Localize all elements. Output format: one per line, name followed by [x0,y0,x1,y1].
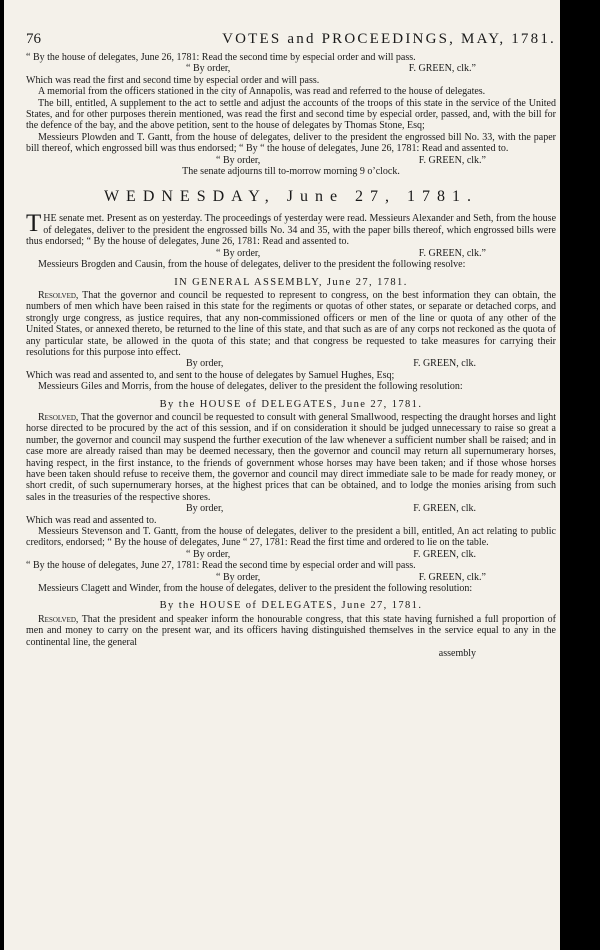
by-order: “ By order, [186,548,231,560]
page-content [26,24,556,660]
adjournment-note: The senate adjourns till to-morrow morning 9 o’clock. [182,166,400,178]
by-order: “ By order, [186,63,231,75]
clerk-name: F. GREEN, clk.” [408,63,476,75]
drop-cap: T [26,210,42,238]
paragraph: Messieurs Giles and Morris, from the house of delegates, deliver to the president the following resolution: [38,381,463,393]
catchword-line [26,648,556,659]
clerk-name: F. GREEN, clk. [413,548,476,560]
by-order: “ By order, [216,154,261,166]
signature-line [26,549,556,560]
scan-border [560,0,600,950]
clerk-name: F. GREEN, clk.” [418,571,486,583]
catchword: assembly [438,648,476,660]
signature-line [26,248,556,259]
resolution [26,290,556,358]
signature-line [26,572,556,583]
day-heading: WEDNESDAY, June 27, 1781. [103,188,479,206]
by-order: “ By order, [216,247,261,259]
resolved-lead: Resolved, [38,411,79,423]
section-heading: IN GENERAL ASSEMBLY, June 27, 1781. [174,276,408,288]
clerk-name: F. GREEN, clk. [413,503,476,515]
resolution-text: That the president and speaker inform the honourable congress, that this state having furnished a full proportion of men and money to carry on the present war, and its officers having distinguished themselves in the service equal to any in the continental line, the general [26,613,556,648]
paragraph: Messieurs Stevenson and T. Gantt, from the house of delegates, deliver to the president a bill, entitled, An act relating to public creditors, endorsed; “ By the house of delegates, June “ 27, 1781: Read the first time and ordered to lie on the table. [26,526,556,549]
clerk-name: F. GREEN, clk.” [418,154,486,166]
resolution-text: That the governor and council be requested to consult with general Smallwood, respecting the draught horses and light horse directed to be procured by the act of this session, and if on consideration it should be judged unnecessary to raise so great a number, the governor and council may suspend the further execution of the law whenever a sufficient number shall be raised; and in case more are already raised than may be deemed necessary, then the governor and council may return all supernumerary horses, having respect, in the first instance, to the friends of government whose horses may have been taken; and if those whose horses have been taken should refuse to receive them, the governor and council may direct immediate sale to be made for ready money, or short credit, of such supernumerary horses, at the highest prices that can be obtained, and to lodge the monies arising from such sales in the treasuries of the respective shores. [26,411,556,503]
paragraph: Which was read and assented to. [26,514,157,526]
resolved-lead: Resolved, [38,289,79,301]
paragraph: The bill, entitled, A supplement to the act to settle and adjust the accounts of the troops of this state in the service of the United States, and for other purposes therein mentioned, was read the first and second time by especial order, passed, and, with the bill for the defence of the bay, and the above petition, sent to the house of delegates by Thomas Stone, Esq; [26,97,556,132]
endorsement-text: “ By the house of delegates, June 26, 1781: Read the second time by especial order and will pass. [26,52,416,63]
signature-line [26,155,556,166]
resolution-text: That the governor and council be requested to represent to congress, on the best information they can obtain, the numbers of men which have been raised in this state for the regiments or quotas of other states, or separate or detached corps, and strongly urge congress, as justice requires, that any non-commissioned officers or men of the line or quota of any other of the United States, or annexed thereto, be returned to the line of this state, and that such as are of any corps not reckoned as the quota of any particular state, be allowed in the quota of this state; and that congress be requested to take measures for carrying their resolutions for this purpose into effect. [26,289,556,358]
running-title: VOTES and PROCEEDINGS, MAY, 1781. [222,31,556,47]
by-order: By order, [186,358,224,370]
paragraph: Which was read the first and second time by especial order and will pass. [26,74,320,86]
by-order: By order, [186,503,224,515]
paragraph: A memorial from the officers stationed in the city of Annapolis, was read and referred to the house of delegates. [38,86,486,98]
signature-line [26,63,556,74]
document-page [4,0,560,950]
signature-line [26,358,556,369]
clerk-name: F. GREEN, clk. [413,358,476,370]
paragraph: Messieurs Plowden and T. Gantt, from the house of delegates, deliver to the president the engrossed bill No. 33, with the paper bill thereof, which engrossed bill was thus endorsed; “ By “ the house of delegates, June 26, 1781: Read and assented to. [26,131,556,155]
section-heading: By the HOUSE of DELEGATES, June 27, 1781. [159,398,423,410]
opening-continuation: Messieurs Alexander and Seth, from the house of delegates, deliver to the president the engrossed bills No. 34 and 35, with the paper bills thereof, which engrossed bills were thus endorsed; “ By the house of delegates, June 26, 1781: Read and assented to. [26,213,557,248]
resolved-lead: Resolved, [38,613,79,625]
resolution [26,412,556,503]
by-order: “ By order, [216,571,261,583]
paragraph: Which was read and assented to, and sent to the house of delegates by Samuel Hughes, Esq; [26,369,395,381]
section-heading: By the HOUSE of DELEGATES, June 27, 1781. [159,600,423,612]
opening-paragraph [26,210,557,248]
resolution [26,614,556,648]
running-header [26,30,556,48]
endorsement-text: “ By the house of delegates, June 27, 1781: Read the second time by especial order and will pass. [26,560,416,572]
opening-text: HE senate met. Present as on yesterday. The proceedings of yesterday were read. [43,213,367,225]
paragraph: Messieurs Brogden and Causin, from the house of delegates, deliver to the president the following resolve: [38,259,466,271]
clerk-name: F. GREEN, clk.” [418,247,486,259]
paragraph: Messieurs Clagett and Winder, from the house of delegates, deliver to the president the following resolution: [38,583,473,595]
page-number: 76 [26,31,41,47]
signature-line [26,503,556,514]
